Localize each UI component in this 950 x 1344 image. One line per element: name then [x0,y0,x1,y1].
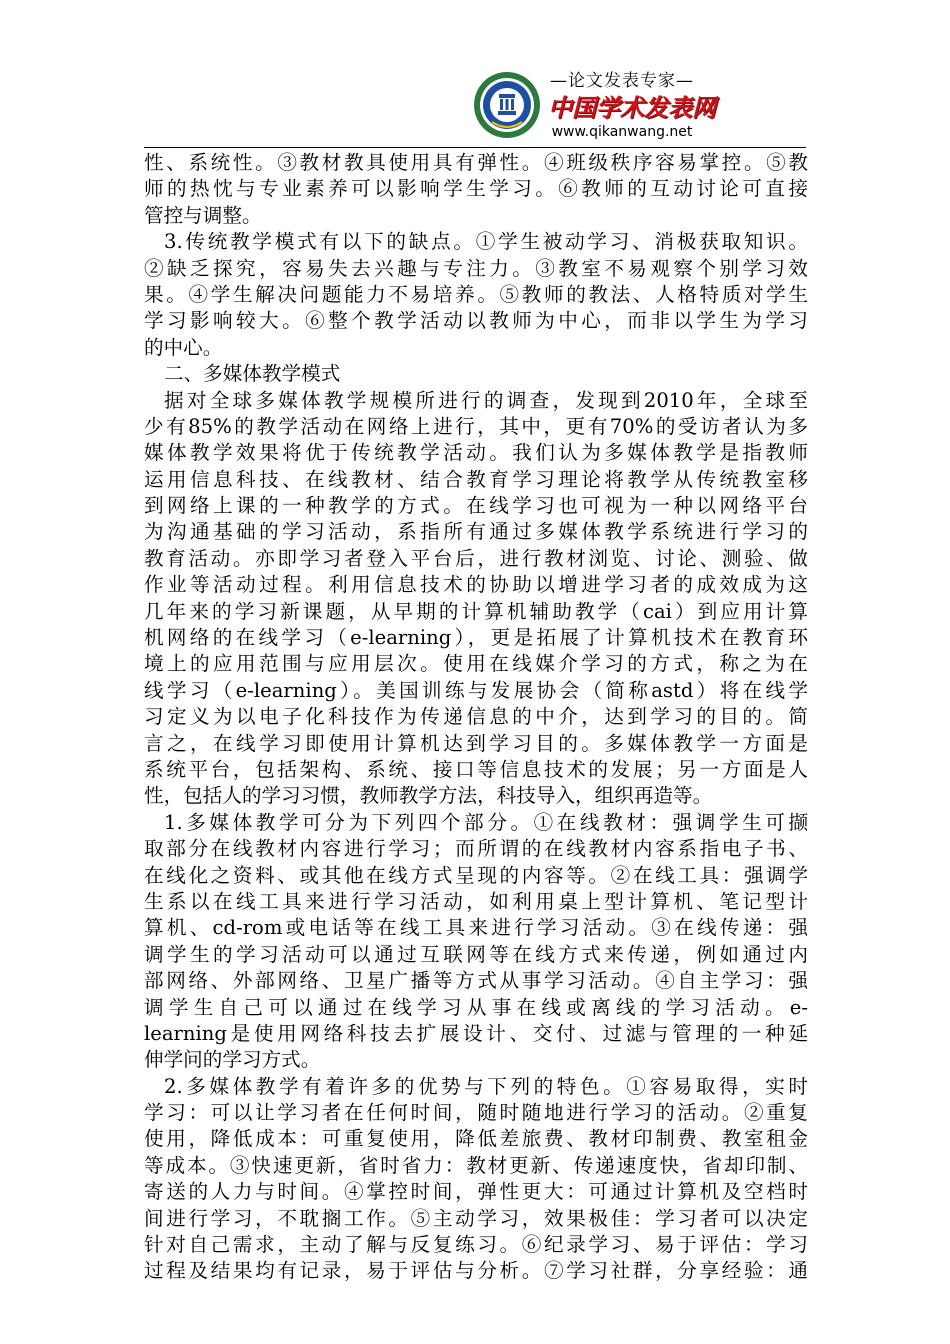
text-line: 等成本。③快速更新，省时省力：教材更新、传递速度快，省却印制、 [144,1153,808,1177]
logo-url: www.qikanwang.net [551,124,693,140]
text-line: 针对自己需求，主动了解与反复练习。⑥纪录学习、易于评估：学习 [144,1233,808,1257]
text-line: 2.多媒体教学有着许多的优势与下列的特色。①容易取得，实时 [164,1074,808,1098]
text-line: 几年来的学习新课题，从早期的计算机辅助教学（cai）到应用计算 [144,599,808,623]
text-line: 据对全球多媒体教学规模所进行的调查，发现到2010年，全球至 [164,388,808,412]
text-line: 算机、cd-rom或电话等在线工具来进行学习活动。③在线传递：强 [144,916,808,940]
text-line: 为沟通基础的学习活动，系指所有通过多媒体教学系统进行学习的 [144,520,808,544]
text-line: 习定义为以电子化科技作为传递信息的中介，达到学习的目的。简 [144,705,808,729]
text-line: 少有85%的教学活动在网络上进行，其中，更有70%的受访者认为多 [144,414,808,438]
text-line: 调学生的学习活动可以通过互联网等在线方式来传递，例如通过内 [144,942,808,966]
text-line: 媒体教学效果将优于传统教学活动。我们认为多媒体教学是指教师 [144,441,808,465]
text-line: 学习影响较大。⑥整个教学活动以教师为中心，而非以学生为学习 [144,309,808,333]
text-line: ②缺乏探究，容易失去兴趣与专注力。③教室不易观察个别学习效 [144,256,808,280]
text-line: 境上的应用范围与应用层次。使用在线媒介学习的方式，称之为在 [144,652,808,676]
section-heading: 二、多媒体教学模式 [164,362,341,386]
text-line: 使用，降低成本：可重复使用，降低差旅费、教材印制费、教室租金 [144,1127,808,1151]
text-line: 教育活动。亦即学习者登入平台后，进行教材浏览、讨论、测验、做 [144,546,808,570]
text-line: 系统平台，包括架构、系统、接口等信息技术的发展；另一方面是人 [144,757,808,781]
text-line: 在线化之资料、或其他在线方式呈现的内容等。②在线工具：强调学 [144,863,808,887]
text-line: 管控与调整。 [144,203,262,227]
text-line: learning是使用网络科技去扩展设计、交付、过滤与管理的一种延 [144,1021,808,1045]
text-line: 间进行学习，不耽搁工作。⑤主动学习，效果极佳：学习者可以决定 [144,1206,808,1230]
text-line: 线学习（e-learning）。美国训练与发展协会（简称astd）将在线学 [144,678,808,702]
text-line: 取部分在线教材内容进行学习；而所谓的在线教材内容系指电子书、 [144,837,808,861]
text-line: 调学生自己可以通过在线学习从事在线或离线的学习活动。e- [144,995,808,1019]
text-line: 3.传统教学模式有以下的缺点。①学生被动学习、消极获取知识。 [164,230,808,254]
text-line: 部网络、外部网络、卫星广播等方式从事学习活动。④自主学习：强 [144,969,808,993]
header-divider [144,147,806,148]
text-line: 学习：可以让学习者在任何时间，随时随地进行学习的活动。②重复 [144,1101,808,1125]
text-line: 作业等活动过程。利用信息技术的协助以增进学习者的成效成为这 [144,573,808,597]
academic-seal-icon [472,70,542,140]
site-logo [470,68,716,144]
text-line: 运用信息科技、在线教材、结合教育学习理论将教学从传统教室移 [144,467,808,491]
text-line: 过程及结果均有记录，易于评估与分析。⑦学习社群，分享经验：通 [144,1259,808,1283]
text-line: 伸学问的学习方式。 [144,1048,321,1072]
text-line: 机网络的在线学习（e-learning），更是拓展了计算机技术在教育环 [144,626,808,650]
text-line: 师的热忱与专业素养可以影响学生学习。⑥教师的互动讨论可直接 [144,177,808,201]
text-line: 性，包括人的学习习惯，教师教学方法，科技导入，组织再造等。 [144,784,713,808]
logo-slogan: —论文发表专家— [550,71,694,91]
text-line: 寄送的人力与时间。④掌控时间，弹性更大：可通过计算机及空档时 [144,1180,808,1204]
text-line: 性、系统性。③教材教具使用具有弹性。④班级秩序容易掌控。⑤教 [144,151,808,174]
text-line: 生系以在线工具来进行学习活动，如利用桌上型计算机、笔记型计 [144,889,808,913]
article-body [144,150,808,1285]
text-line: 的中心。 [144,335,223,359]
logo-brand-name: 中国学术发表网 [548,94,716,122]
text-line: 到网络上课的一种教学的方式。在线学习也可视为一种以网络平台 [144,494,808,518]
text-line: 言之，在线学习即使用计算机达到学习目的。多媒体教学一方面是 [144,731,808,755]
text-line: 果。④学生解决问题能力不易培养。⑤教师的教法、人格特质对学生 [144,282,808,306]
text-line: 1.多媒体教学可分为下列四个部分。①在线教材：强调学生可撷 [164,810,808,834]
